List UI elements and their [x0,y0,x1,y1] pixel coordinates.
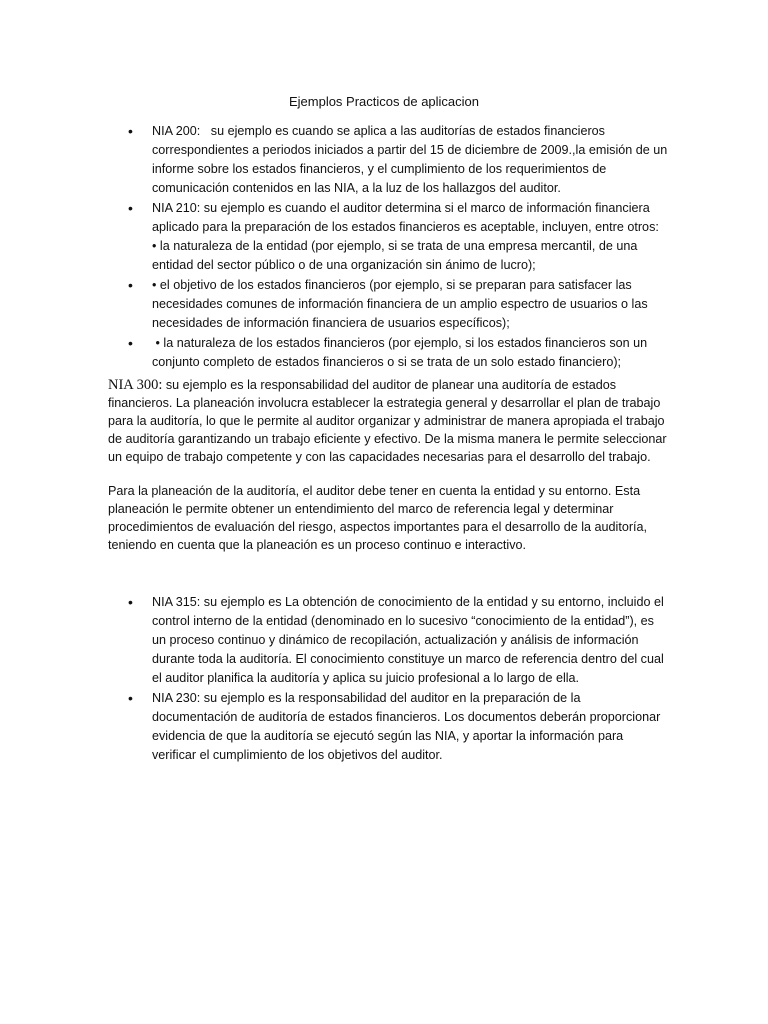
item-heading: NIA 230: [152,691,201,705]
nia-300-heading: NIA 300: [108,377,163,393]
bullet-list-top [108,122,671,372]
list-item-nia-230 [108,689,668,765]
bullet-list-bottom [108,593,668,765]
list-item-nia-200 [108,122,671,198]
item-text: su ejemplo es la responsabilidad del auditor en la preparación de la documentación de auditoría de estados financieros. Los documentos deberán proporcionar evidencia de que la auditoría se ejecutó según las NIA, y aportar la información para verificar el cumplimiento de los objetivos del auditor. [152,691,661,762]
item-text: su ejemplo es La obtención de conocimiento de la entidad y su entorno, incluido el control interno de la entidad (denominado en lo sucesivo “conocimiento de la entidad”), es un proceso continuo y dinámico de recopilación, actualización y análisis de información durante toda la auditoría. El conocimiento constituye un marco de referencia dentro del cual el auditor planifica la auditoría y aplica su juicio profesional a lo largo de ella. [152,595,664,685]
item-text: • el objetivo de los estados financieros (por ejemplo, si se preparan para satisfacer las necesidades comunes de información financiera de un amplio espectro de usuarios o las necesidades de información financiera de usuarios específicos); [152,278,648,330]
list-item-objetivo [108,276,668,333]
nia-300-paragraph [108,376,674,466]
list-item-naturaleza [108,334,668,372]
nia-300-text: su ejemplo es la responsabilidad del auditor de planear una auditoría de estados financieros. La planeación involucra establecer la estrategia general y desarrollar el plan de trabajo para la auditoría, lo que le permite al auditor organizar y administrar de manera apropiada el trabajo de auditoría garantizando un trabajo eficiente y efectivo. De la misma manera le permite seleccionar un equipo de trabajo competente y con las capacidades necesarias para el desarrollo del trabajo. [108,378,667,464]
list-item-nia-210 [108,199,668,275]
item-text: su ejemplo es cuando se aplica a las auditorías de estados financieros correspondientes a periodos iniciados a partir del 15 de diciembre de 2009.,la emisión de un informe sobre los estados financieros, y el cumplimiento de los requerimientos de comunicación contenidos en las NIA, a la luz de los hallazgos del auditor. [152,124,671,195]
planeacion-paragraph: Para la planeación de la auditoría, el auditor debe tener en cuenta la entidad y su entorno. Esta planeación le permite obtener un entendimiento del marco de referencia legal y determinar procedimientos de evaluación del riesgo, aspectos importantes para el desarrollo de la auditoría, teniendo en cuenta que la planeación es un proceso continuo e interactivo. [108,484,648,552]
list-item-nia-315 [108,593,668,688]
item-heading: NIA 210: [152,201,201,215]
item-heading: NIA 315: [152,595,201,609]
page-title: Ejemplos Practicos de aplicacion [288,94,480,109]
item-text: su ejemplo es cuando el auditor determina si el marco de información financiera aplicado para la preparación de los estados financieros es aceptable, incluyen, entre otros: [152,201,659,234]
item-heading: NIA 200: [152,124,201,138]
item-subtext: • la naturaleza de la entidad (por ejemplo, si se trata de una empresa mercantil, de una entidad del sector público o de una organización sin ánimo de lucro); [152,239,638,272]
item-text: • la naturaleza de los estados financieros (por ejemplo, si los estados financieros son un conjunto completo de estados financieros o si se trata de un solo estado financiero); [152,336,651,369]
